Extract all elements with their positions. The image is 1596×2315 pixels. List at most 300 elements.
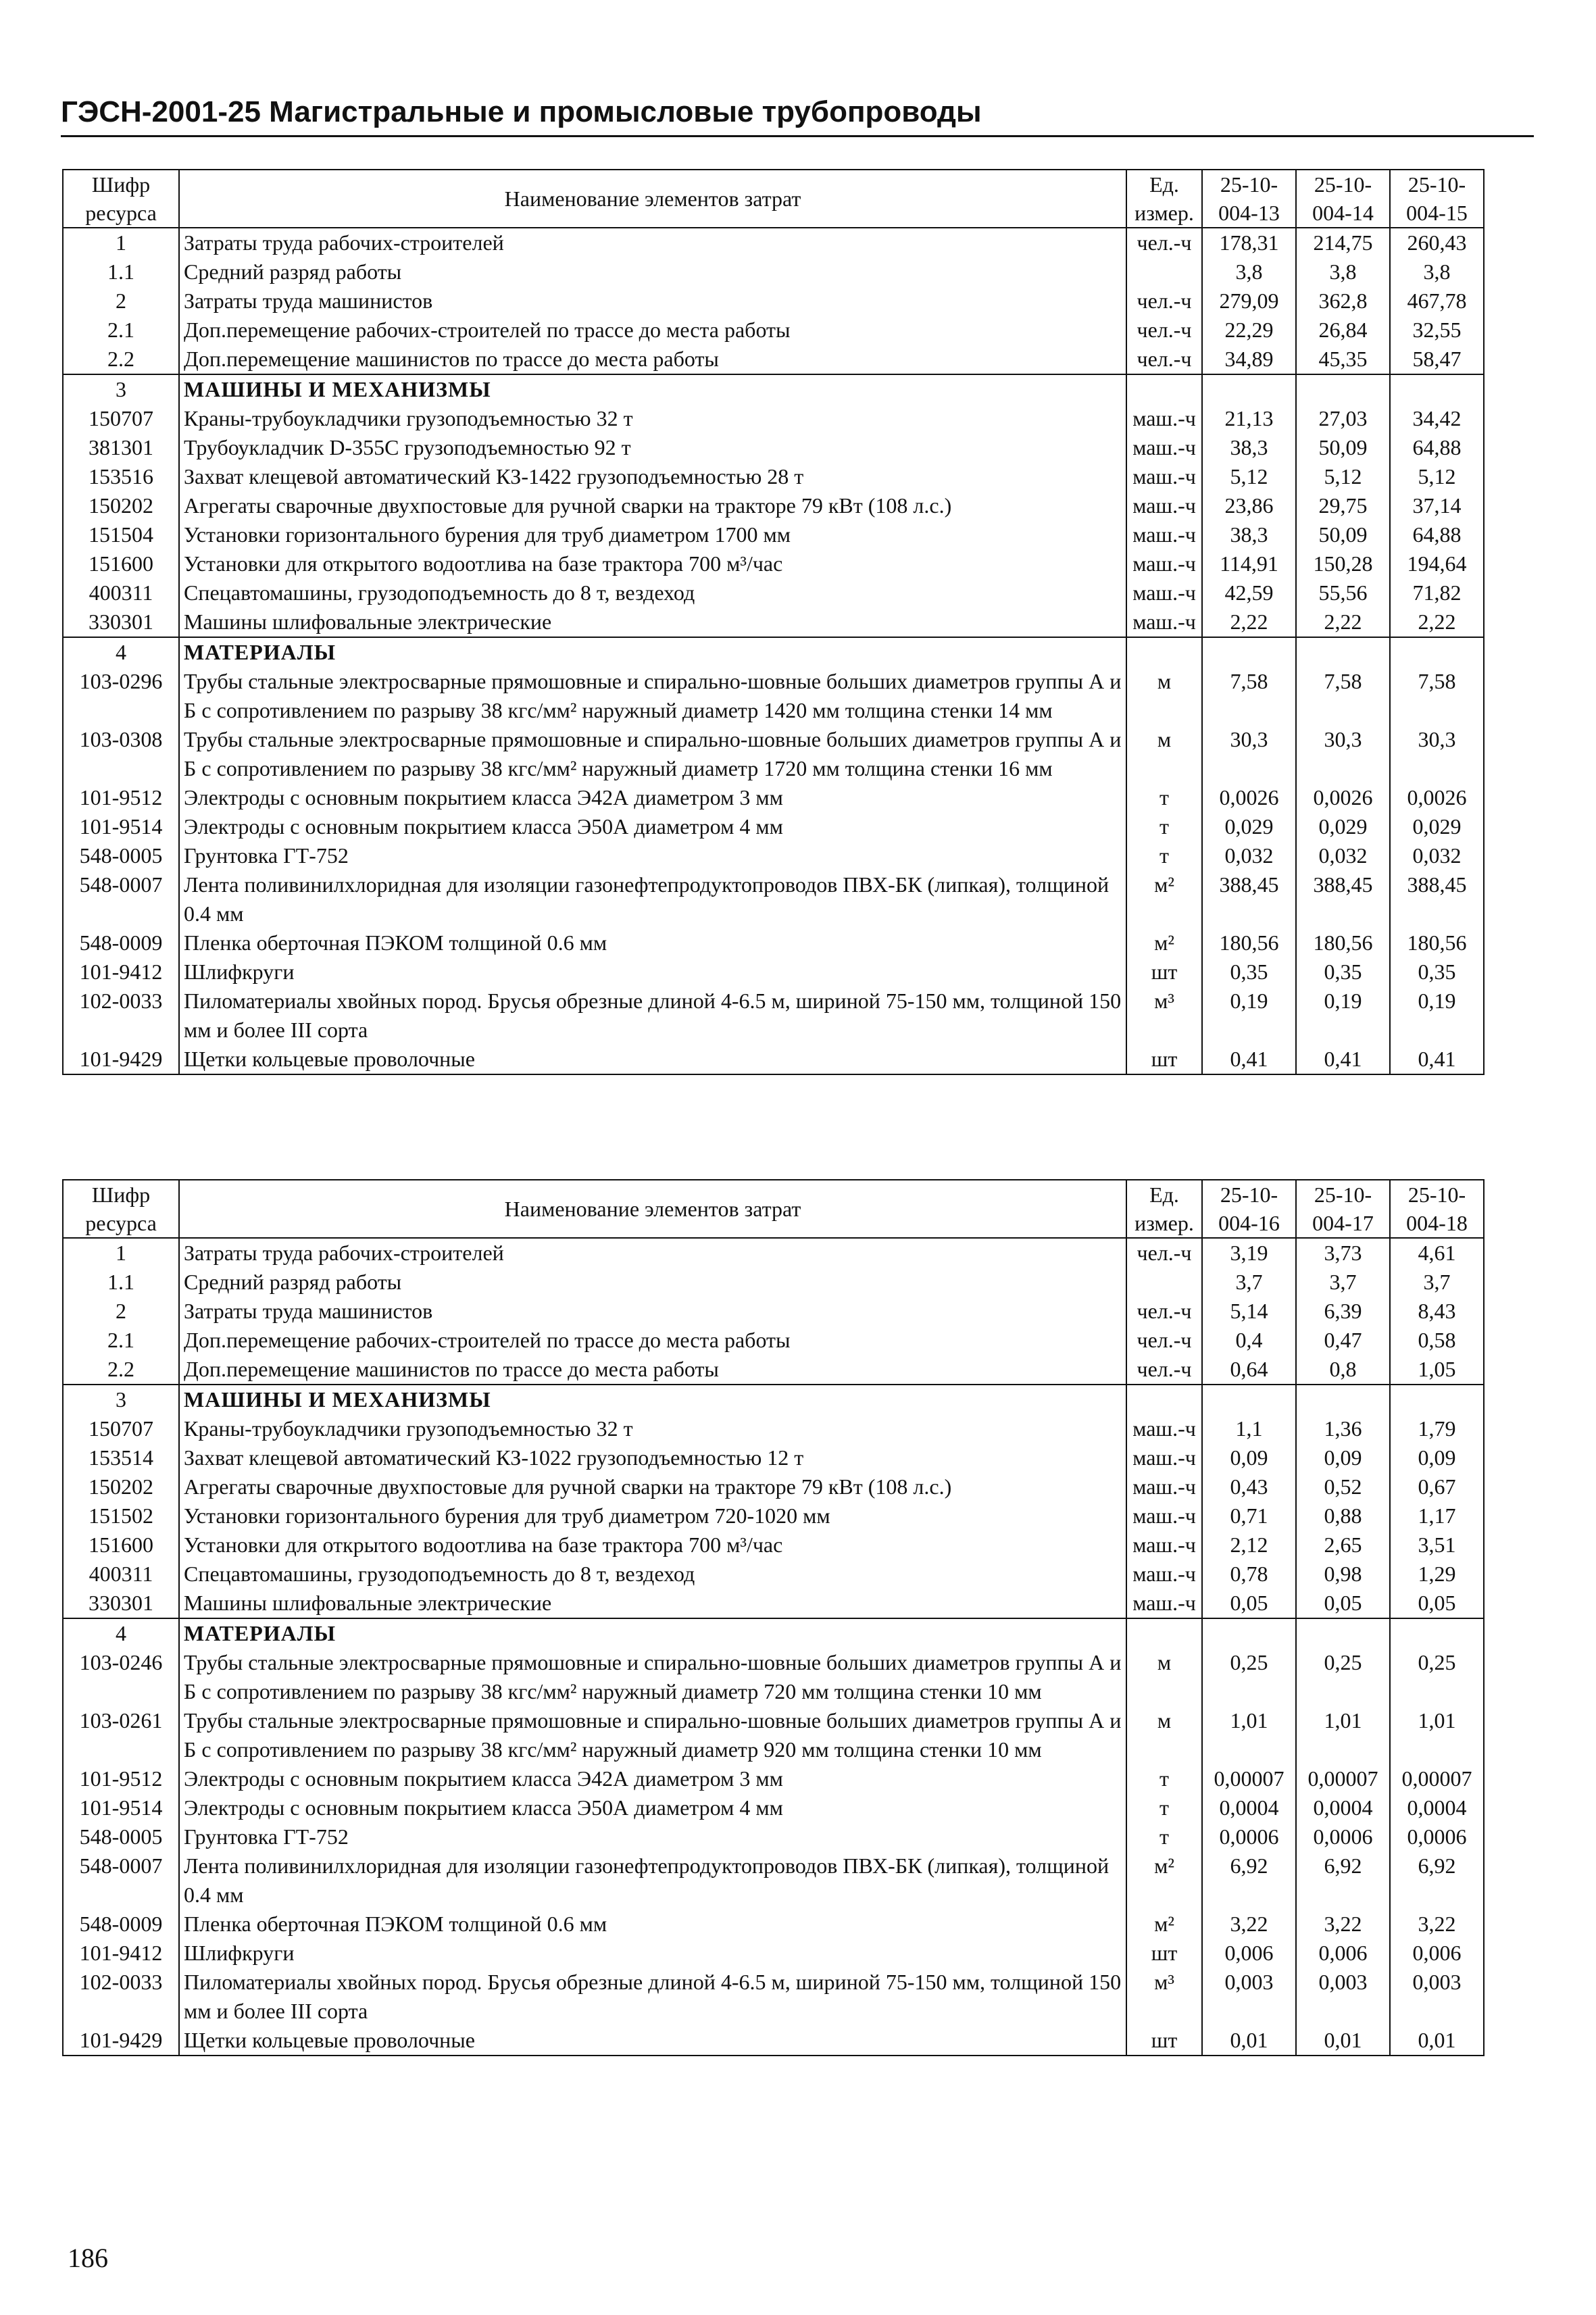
- resource-table-1: [62, 169, 1485, 1075]
- resource-code: 1.1: [63, 1268, 179, 1297]
- table-row: [63, 607, 1484, 637]
- unit-of-measure: [1126, 1268, 1202, 1297]
- unit-of-measure: маш.-ч: [1126, 578, 1202, 607]
- value-col-1: 0,43: [1202, 1472, 1296, 1501]
- value-col-1: 178,31: [1202, 228, 1296, 257]
- value-col-1: 0,25: [1202, 1648, 1296, 1706]
- resource-code: 150202: [63, 1472, 179, 1501]
- resource-code: 400311: [63, 1560, 179, 1589]
- unit-of-measure: маш.-ч: [1126, 549, 1202, 578]
- table-row: [63, 1939, 1484, 1968]
- value-col-2: [1296, 1618, 1390, 1648]
- cost-element-name: Шлифкруги: [179, 957, 1126, 987]
- header-unit: Ед. измер.: [1126, 170, 1202, 228]
- cost-element-name: Лента поливинилхлоридная для изоляции газонефтепродуктопроводов ПВХ-БК (липкая), толщиной 0.4 мм: [179, 1851, 1126, 1910]
- cost-element-name: Доп.перемещение машинистов по трассе до места работы: [179, 345, 1126, 374]
- cost-element-name: Средний разряд работы: [179, 257, 1126, 287]
- unit-of-measure: чел.-ч: [1126, 316, 1202, 345]
- value-col-3: 4,61: [1390, 1238, 1484, 1268]
- resource-code: 153516: [63, 462, 179, 491]
- unit-of-measure: маш.-ч: [1126, 520, 1202, 549]
- resource-code: 102-0033: [63, 987, 179, 1045]
- value-col-2: 0,09: [1296, 1443, 1390, 1472]
- resource-code: 103-0308: [63, 725, 179, 783]
- resource-code: 548-0005: [63, 1822, 179, 1851]
- value-col-2: 0,8: [1296, 1355, 1390, 1385]
- value-col-1: 0,09: [1202, 1443, 1296, 1472]
- table-row: [63, 1443, 1484, 1472]
- value-col-2: 0,029: [1296, 812, 1390, 841]
- value-col-3: 5,12: [1390, 462, 1484, 491]
- cost-element-name: Затраты труда машинистов: [179, 287, 1126, 316]
- table-row: [63, 1648, 1484, 1706]
- resource-code: 548-0009: [63, 928, 179, 957]
- resource-code: 4: [63, 1618, 179, 1648]
- table-row: [63, 404, 1484, 433]
- cost-element-name: Грунтовка ГТ-752: [179, 1822, 1126, 1851]
- unit-of-measure: маш.-ч: [1126, 1589, 1202, 1618]
- value-col-2: 3,22: [1296, 1910, 1390, 1939]
- value-col-2: 50,09: [1296, 520, 1390, 549]
- resource-code: 150707: [63, 404, 179, 433]
- value-col-2: [1296, 1385, 1390, 1414]
- value-col-2: 0,05: [1296, 1589, 1390, 1618]
- resource-code: 151600: [63, 549, 179, 578]
- table-row: [63, 725, 1484, 783]
- value-col-3: 0,41: [1390, 1045, 1484, 1074]
- value-col-3: 32,55: [1390, 316, 1484, 345]
- table-row: [63, 549, 1484, 578]
- value-col-2: 150,28: [1296, 549, 1390, 578]
- resource-code: 2.2: [63, 345, 179, 374]
- value-col-3: 194,64: [1390, 549, 1484, 578]
- value-col-1: 279,09: [1202, 287, 1296, 316]
- cost-element-name: Затраты труда машинистов: [179, 1297, 1126, 1326]
- value-col-1: 3,19: [1202, 1238, 1296, 1268]
- unit-of-measure: м³: [1126, 1968, 1202, 2026]
- section-row: [63, 1385, 1484, 1414]
- value-col-3: 37,14: [1390, 491, 1484, 520]
- header-col-2: 25-10-004-14: [1296, 170, 1390, 228]
- value-col-3: 6,92: [1390, 1851, 1484, 1910]
- resource-code: 2: [63, 287, 179, 316]
- resource-code: 101-9412: [63, 1939, 179, 1968]
- resource-code: 151502: [63, 1501, 179, 1530]
- unit-of-measure: маш.-ч: [1126, 1530, 1202, 1560]
- value-col-3: 1,29: [1390, 1560, 1484, 1589]
- cost-element-name: Грунтовка ГТ-752: [179, 841, 1126, 870]
- cost-element-name: Трубы стальные электросварные прямошовные и спирально-шовные больших диаметров группы А и Б с сопротивлением по разрыву 38 кгс/мм² наружный диаметр 720 мм толщина стенки 10 мм: [179, 1648, 1126, 1706]
- value-col-1: [1202, 637, 1296, 667]
- value-col-1: 0,05: [1202, 1589, 1296, 1618]
- cost-element-name: Установки горизонтального бурения для труб диаметром 1700 мм: [179, 520, 1126, 549]
- table-row: [63, 228, 1484, 257]
- value-col-1: 388,45: [1202, 870, 1296, 928]
- section-row: [63, 637, 1484, 667]
- value-col-1: 0,003: [1202, 1968, 1296, 2026]
- resource-code: 101-9429: [63, 1045, 179, 1074]
- unit-of-measure: маш.-ч: [1126, 1414, 1202, 1443]
- cost-element-name: Доп.перемещение машинистов по трассе до места работы: [179, 1355, 1126, 1385]
- cost-element-name: Электроды с основным покрытием класса Э42А диаметром 3 мм: [179, 1764, 1126, 1793]
- cost-element-name: Пленка оберточная ПЭКОМ толщиной 0.6 мм: [179, 1910, 1126, 1939]
- resource-code: 548-0007: [63, 1851, 179, 1910]
- cost-element-name: Доп.перемещение рабочих-строителей по трассе до места работы: [179, 1326, 1126, 1355]
- resource-code: 3: [63, 374, 179, 404]
- cost-element-name: МАШИНЫ И МЕХАНИЗМЫ: [179, 374, 1126, 404]
- cost-element-name: Щетки кольцевые проволочные: [179, 1045, 1126, 1074]
- header-code: Шифр ресурса: [63, 1180, 179, 1238]
- unit-of-measure: чел.-ч: [1126, 345, 1202, 374]
- unit-of-measure: чел.-ч: [1126, 1326, 1202, 1355]
- unit-of-measure: т: [1126, 1793, 1202, 1822]
- cost-element-name: Трубоукладчик D-355C грузоподъемностью 92 т: [179, 433, 1126, 462]
- resource-code: 1.1: [63, 257, 179, 287]
- cost-element-name: Установки горизонтального бурения для труб диаметром 720-1020 мм: [179, 1501, 1126, 1530]
- table-row: [63, 1045, 1484, 1074]
- value-col-2: 0,52: [1296, 1472, 1390, 1501]
- value-col-3: 64,88: [1390, 520, 1484, 549]
- value-col-1: 114,91: [1202, 549, 1296, 578]
- unit-of-measure: м²: [1126, 1910, 1202, 1939]
- section-row: [63, 374, 1484, 404]
- value-col-2: 27,03: [1296, 404, 1390, 433]
- cost-element-name: Затраты труда рабочих-строителей: [179, 1238, 1126, 1268]
- unit-of-measure: маш.-ч: [1126, 1501, 1202, 1530]
- unit-of-measure: маш.-ч: [1126, 1472, 1202, 1501]
- table-row: [63, 987, 1484, 1045]
- unit-of-measure: маш.-ч: [1126, 433, 1202, 462]
- unit-of-measure: т: [1126, 812, 1202, 841]
- table-row: [63, 1910, 1484, 1939]
- value-col-1: 0,029: [1202, 812, 1296, 841]
- value-col-3: [1390, 1385, 1484, 1414]
- unit-of-measure: шт: [1126, 1045, 1202, 1074]
- header-col-3: 25-10-004-18: [1390, 1180, 1484, 1238]
- cost-element-name: Спецавтомашины, грузодоподъемность до 8 т, вездеход: [179, 1560, 1126, 1589]
- value-col-3: 0,0026: [1390, 783, 1484, 812]
- table-row: [63, 520, 1484, 549]
- header-col-1: 25-10-004-13: [1202, 170, 1296, 228]
- value-col-2: 0,19: [1296, 987, 1390, 1045]
- unit-of-measure: маш.-ч: [1126, 462, 1202, 491]
- header-col-3: 25-10-004-15: [1390, 170, 1484, 228]
- cost-element-name: Трубы стальные электросварные прямошовные и спирально-шовные больших диаметров группы А и Б с сопротивлением по разрыву 38 кгс/мм² наружный диаметр 920 мм толщина стенки 10 мм: [179, 1706, 1126, 1764]
- unit-of-measure: маш.-ч: [1126, 607, 1202, 637]
- cost-element-name: Лента поливинилхлоридная для изоляции газонефтепродуктопроводов ПВХ-БК (липкая), толщиной 0.4 мм: [179, 870, 1126, 928]
- value-col-3: 58,47: [1390, 345, 1484, 374]
- resource-code: 101-9512: [63, 783, 179, 812]
- table-row: [63, 1414, 1484, 1443]
- resource-code: 153514: [63, 1443, 179, 1472]
- resource-code: 2.1: [63, 316, 179, 345]
- resource-code: 1: [63, 228, 179, 257]
- unit-of-measure: шт: [1126, 2026, 1202, 2056]
- value-col-2: 7,58: [1296, 667, 1390, 725]
- value-col-2: 0,032: [1296, 841, 1390, 870]
- cost-element-name: Спецавтомашины, грузодоподъемность до 8 т, вездеход: [179, 578, 1126, 607]
- value-col-1: 1,1: [1202, 1414, 1296, 1443]
- value-col-3: 3,7: [1390, 1268, 1484, 1297]
- value-col-1: 0,0026: [1202, 783, 1296, 812]
- unit-of-measure: [1126, 374, 1202, 404]
- header-unit: Ед. измер.: [1126, 1180, 1202, 1238]
- section-row: [63, 1618, 1484, 1648]
- value-col-2: 0,01: [1296, 2026, 1390, 2056]
- value-col-3: [1390, 1618, 1484, 1648]
- unit-of-measure: м²: [1126, 1851, 1202, 1910]
- resource-code: 548-0007: [63, 870, 179, 928]
- table-row: [63, 345, 1484, 374]
- value-col-2: 0,0004: [1296, 1793, 1390, 1822]
- page-header-title: ГЭСН-2001-25 Магистральные и промысловые трубопроводы: [61, 95, 982, 128]
- value-col-2: 0,0026: [1296, 783, 1390, 812]
- value-col-2: 29,75: [1296, 491, 1390, 520]
- value-col-1: 2,22: [1202, 607, 1296, 637]
- value-col-3: 0,032: [1390, 841, 1484, 870]
- unit-of-measure: [1126, 1385, 1202, 1414]
- value-col-3: 2,22: [1390, 607, 1484, 637]
- unit-of-measure: шт: [1126, 957, 1202, 987]
- value-col-2: 0,41: [1296, 1045, 1390, 1074]
- value-col-1: 0,71: [1202, 1501, 1296, 1530]
- cost-element-name: Краны-трубоукладчики грузоподъемностью 32 т: [179, 1414, 1126, 1443]
- unit-of-measure: [1126, 1618, 1202, 1648]
- table-row: [63, 783, 1484, 812]
- table-row: [63, 287, 1484, 316]
- value-col-1: 30,3: [1202, 725, 1296, 783]
- unit-of-measure: чел.-ч: [1126, 1238, 1202, 1268]
- value-col-1: 0,35: [1202, 957, 1296, 987]
- unit-of-measure: м²: [1126, 928, 1202, 957]
- value-col-2: 0,88: [1296, 1501, 1390, 1530]
- value-col-1: 0,4: [1202, 1326, 1296, 1355]
- cost-element-name: МАТЕРИАЛЫ: [179, 1618, 1126, 1648]
- value-col-3: 0,0004: [1390, 1793, 1484, 1822]
- resource-code: 2.2: [63, 1355, 179, 1385]
- cost-element-name: Трубы стальные электросварные прямошовные и спирально-шовные больших диаметров группы А и Б с сопротивлением по разрыву 38 кгс/мм² наружный диаметр 1420 мм толщина стенки 14 мм: [179, 667, 1126, 725]
- resource-code: 548-0009: [63, 1910, 179, 1939]
- value-col-3: 0,67: [1390, 1472, 1484, 1501]
- value-col-1: 0,032: [1202, 841, 1296, 870]
- table-row: [63, 1764, 1484, 1793]
- header-name: Наименование элементов затрат: [179, 1180, 1126, 1238]
- unit-of-measure: маш.-ч: [1126, 1560, 1202, 1589]
- unit-of-measure: м²: [1126, 870, 1202, 928]
- value-col-1: 0,01: [1202, 2026, 1296, 2056]
- value-col-2: 55,56: [1296, 578, 1390, 607]
- value-col-2: 26,84: [1296, 316, 1390, 345]
- resource-code: 1: [63, 1238, 179, 1268]
- value-col-1: 0,006: [1202, 1939, 1296, 1968]
- value-col-2: 0,006: [1296, 1939, 1390, 1968]
- unit-of-measure: маш.-ч: [1126, 1443, 1202, 1472]
- header-col-1: 25-10-004-16: [1202, 1180, 1296, 1238]
- unit-of-measure: чел.-ч: [1126, 228, 1202, 257]
- cost-element-name: Установки для открытого водоотлива на базе трактора 700 м³/час: [179, 1530, 1126, 1560]
- value-col-3: 0,00007: [1390, 1764, 1484, 1793]
- value-col-1: 38,3: [1202, 433, 1296, 462]
- unit-of-measure: т: [1126, 1822, 1202, 1851]
- table-row: [63, 1793, 1484, 1822]
- cost-element-name: Пленка оберточная ПЭКОМ толщиной 0.6 мм: [179, 928, 1126, 957]
- value-col-3: 0,05: [1390, 1589, 1484, 1618]
- value-col-3: 0,09: [1390, 1443, 1484, 1472]
- value-col-2: 0,47: [1296, 1326, 1390, 1355]
- resource-code: 102-0033: [63, 1968, 179, 2026]
- value-col-1: [1202, 1385, 1296, 1414]
- value-col-3: 34,42: [1390, 404, 1484, 433]
- value-col-1: 3,22: [1202, 1910, 1296, 1939]
- resource-code: 548-0005: [63, 841, 179, 870]
- value-col-1: 0,0004: [1202, 1793, 1296, 1822]
- cost-element-name: Шлифкруги: [179, 1939, 1126, 1968]
- value-col-3: 0,006: [1390, 1939, 1484, 1968]
- value-col-1: 6,92: [1202, 1851, 1296, 1910]
- cost-element-name: Доп.перемещение рабочих-строителей по трассе до места работы: [179, 316, 1126, 345]
- value-col-3: 3,8: [1390, 257, 1484, 287]
- unit-of-measure: м³: [1126, 987, 1202, 1045]
- value-col-3: 3,51: [1390, 1530, 1484, 1560]
- value-col-1: 38,3: [1202, 520, 1296, 549]
- value-col-2: 6,92: [1296, 1851, 1390, 1910]
- cost-element-name: Машины шлифовальные электрические: [179, 1589, 1126, 1618]
- value-col-2: 50,09: [1296, 433, 1390, 462]
- resource-code: 151504: [63, 520, 179, 549]
- table-header-row: [63, 170, 1484, 228]
- value-col-3: 1,01: [1390, 1706, 1484, 1764]
- resource-code: 381301: [63, 433, 179, 462]
- value-col-3: 180,56: [1390, 928, 1484, 957]
- unit-of-measure: чел.-ч: [1126, 1355, 1202, 1385]
- unit-of-measure: маш.-ч: [1126, 404, 1202, 433]
- value-col-2: 388,45: [1296, 870, 1390, 928]
- table-row: [63, 1238, 1484, 1268]
- unit-of-measure: маш.-ч: [1126, 491, 1202, 520]
- header-rule: [61, 135, 1534, 137]
- value-col-3: 0,029: [1390, 812, 1484, 841]
- value-col-1: 1,01: [1202, 1706, 1296, 1764]
- resource-code: 150707: [63, 1414, 179, 1443]
- value-col-1: 3,8: [1202, 257, 1296, 287]
- unit-of-measure: м: [1126, 1706, 1202, 1764]
- value-col-2: 1,01: [1296, 1706, 1390, 1764]
- table-row: [63, 1822, 1484, 1851]
- table-row: [63, 257, 1484, 287]
- value-col-1: 7,58: [1202, 667, 1296, 725]
- cost-element-name: Электроды с основным покрытием класса Э50А диаметром 4 мм: [179, 812, 1126, 841]
- table-row: [63, 1706, 1484, 1764]
- resource-code: 101-9429: [63, 2026, 179, 2056]
- value-col-2: 0,98: [1296, 1560, 1390, 1589]
- cost-element-name: Пиломатериалы хвойных пород. Брусья обрезные длиной 4-6.5 м, шириной 75-150 мм, толщиной 150 мм и более III сорта: [179, 1968, 1126, 2026]
- value-col-1: 180,56: [1202, 928, 1296, 957]
- table-row: [63, 2026, 1484, 2056]
- value-col-2: 3,8: [1296, 257, 1390, 287]
- table-row: [63, 1851, 1484, 1910]
- unit-of-measure: м: [1126, 725, 1202, 783]
- value-col-1: 34,89: [1202, 345, 1296, 374]
- resource-code: 101-9412: [63, 957, 179, 987]
- unit-of-measure: [1126, 637, 1202, 667]
- resource-code: 400311: [63, 578, 179, 607]
- table-row: [63, 433, 1484, 462]
- value-col-1: 5,14: [1202, 1297, 1296, 1326]
- table-row: [63, 928, 1484, 957]
- value-col-2: 30,3: [1296, 725, 1390, 783]
- value-col-1: 42,59: [1202, 578, 1296, 607]
- table-header-row: [63, 1180, 1484, 1238]
- table-row: [63, 957, 1484, 987]
- unit-of-measure: м: [1126, 1648, 1202, 1706]
- value-col-3: [1390, 374, 1484, 404]
- value-col-3: 0,19: [1390, 987, 1484, 1045]
- value-col-2: 0,00007: [1296, 1764, 1390, 1793]
- resource-code: 103-0261: [63, 1706, 179, 1764]
- resource-code: 151600: [63, 1530, 179, 1560]
- value-col-3: 0,01: [1390, 2026, 1484, 2056]
- value-col-3: 3,22: [1390, 1910, 1484, 1939]
- value-col-2: 6,39: [1296, 1297, 1390, 1326]
- value-col-1: 0,19: [1202, 987, 1296, 1045]
- table-row: [63, 870, 1484, 928]
- resource-code: 330301: [63, 1589, 179, 1618]
- table-row: [63, 491, 1484, 520]
- table-row: [63, 1501, 1484, 1530]
- value-col-1: 22,29: [1202, 316, 1296, 345]
- value-col-2: 45,35: [1296, 345, 1390, 374]
- resource-code: 150202: [63, 491, 179, 520]
- value-col-3: 30,3: [1390, 725, 1484, 783]
- cost-element-name: Установки для открытого водоотлива на базе трактора 700 м³/час: [179, 549, 1126, 578]
- cost-element-name: Захват клещевой автоматический КЗ-1022 грузоподъемностью 12 т: [179, 1443, 1126, 1472]
- table-body: [63, 1238, 1484, 2056]
- cost-element-name: Средний разряд работы: [179, 1268, 1126, 1297]
- value-col-2: 3,73: [1296, 1238, 1390, 1268]
- value-col-2: 0,003: [1296, 1968, 1390, 2026]
- resource-code: 2.1: [63, 1326, 179, 1355]
- value-col-3: 0,003: [1390, 1968, 1484, 2026]
- cost-element-name: Электроды с основным покрытием класса Э50А диаметром 4 мм: [179, 1793, 1126, 1822]
- cost-element-name: МАШИНЫ И МЕХАНИЗМЫ: [179, 1385, 1126, 1414]
- resource-code: 330301: [63, 607, 179, 637]
- value-col-1: 3,7: [1202, 1268, 1296, 1297]
- value-col-1: 2,12: [1202, 1530, 1296, 1560]
- value-col-3: 1,79: [1390, 1414, 1484, 1443]
- cost-element-name: Машины шлифовальные электрические: [179, 607, 1126, 637]
- value-col-3: 0,58: [1390, 1326, 1484, 1355]
- value-col-1: 0,64: [1202, 1355, 1296, 1385]
- resource-code: 103-0296: [63, 667, 179, 725]
- table-row: [63, 1326, 1484, 1355]
- cost-element-name: Щетки кольцевые проволочные: [179, 2026, 1126, 2056]
- cost-element-name: МАТЕРИАЛЫ: [179, 637, 1126, 667]
- table-row: [63, 1355, 1484, 1385]
- value-col-2: 0,25: [1296, 1648, 1390, 1706]
- value-col-2: 5,12: [1296, 462, 1390, 491]
- value-col-1: [1202, 374, 1296, 404]
- value-col-3: 64,88: [1390, 433, 1484, 462]
- cost-element-name: Пиломатериалы хвойных пород. Брусья обрезные длиной 4-6.5 м, шириной 75-150 мм, толщиной 150 мм и более III сорта: [179, 987, 1126, 1045]
- value-col-3: 0,25: [1390, 1648, 1484, 1706]
- value-col-1: 0,41: [1202, 1045, 1296, 1074]
- table-row: [63, 578, 1484, 607]
- value-col-2: 1,36: [1296, 1414, 1390, 1443]
- unit-of-measure: т: [1126, 841, 1202, 870]
- value-col-2: 2,65: [1296, 1530, 1390, 1560]
- table-row: [63, 1472, 1484, 1501]
- value-col-3: 388,45: [1390, 870, 1484, 928]
